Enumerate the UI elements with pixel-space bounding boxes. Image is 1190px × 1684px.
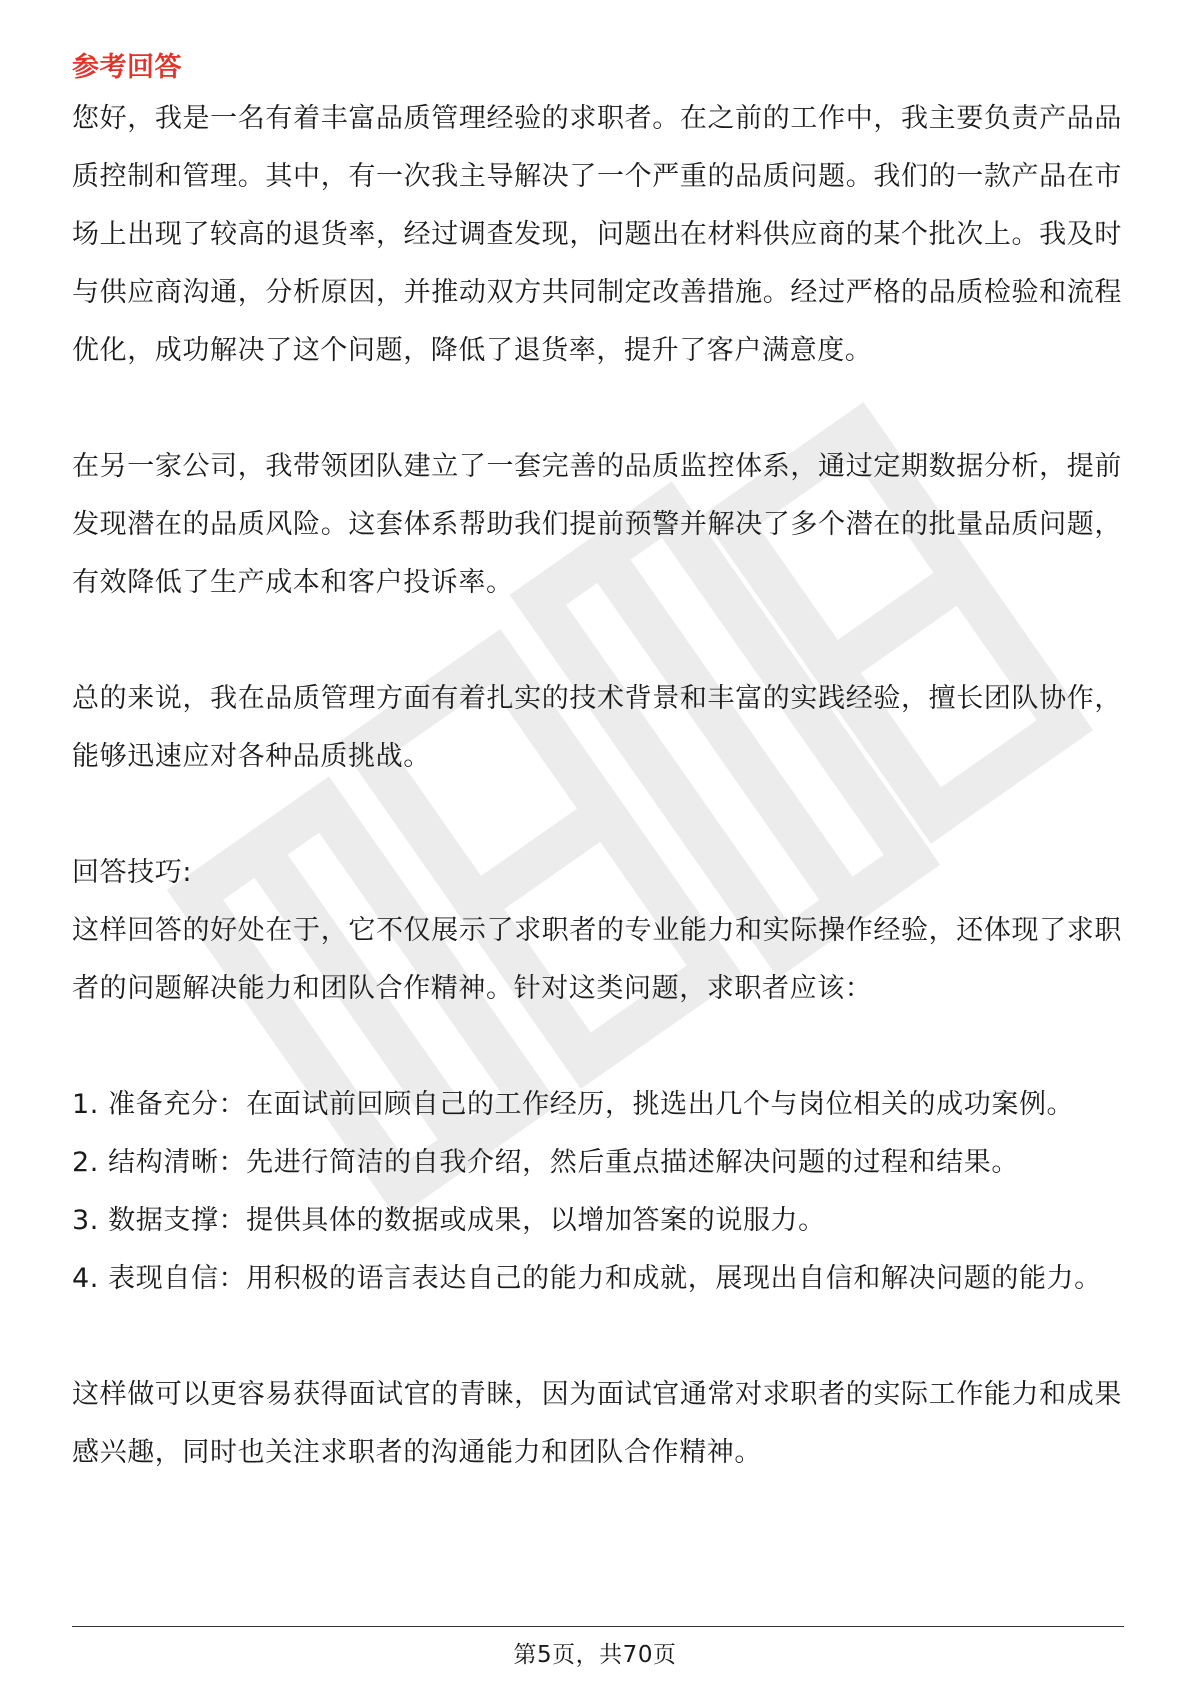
list-item: 2. 结构清晰：先进行简洁的自我介绍，然后重点描述解决问题的过程和结果。: [72, 1147, 1019, 1178]
footer-divider: [72, 1626, 1124, 1627]
paragraph-gap: [72, 380, 1122, 438]
paragraph-gap: [72, 1308, 1122, 1366]
answer-paragraph-3: 总的来说，我在品质管理方面有着扎实的技术背景和丰富的实践经验，擅长团队协作，能够迅速应对各种品质挑战。: [72, 683, 1122, 772]
page-number: 第5页，共70页: [513, 1642, 677, 1668]
answer-paragraph-1: 您好，我是一名有着丰富品质管理经验的求职者。在之前的工作中，我主要负责产品品质控制和管理。其中，有一次我主导解决了一个严重的品质问题。我们的一款产品在市场上出现了较高的退货率，经过调查发现，问题出在材料供应商的某个批次上。我及时与供应商沟通，分析原因，并推动双方共同制定改善措施。经过严格的品质检验和流程优化，成功解决了这个问题，降低了退货率，提升了客户满意度。: [72, 103, 1122, 366]
answer-paragraph-2: 在另一家公司，我带领团队建立了一套完善的品质监控体系，通过定期数据分析，提前发现潜在的品质风险。这套体系帮助我们提前预警并解决了多个潜在的批量品质问题，有效降低了生产成本和客户投诉率。: [72, 451, 1122, 598]
list-item: 1. 准备充分：在面试前回顾自己的工作经历，挑选出几个与岗位相关的成功案例。: [72, 1089, 1075, 1120]
paragraph-gap: [72, 612, 1122, 670]
tips-title: 回答技巧:: [72, 857, 193, 888]
tips-intro: 这样回答的好处在于，它不仅展示了求职者的专业能力和实际操作经验，还体现了求职者的问题解决能力和团队合作精神。针对这类问题，求职者应该：: [72, 915, 1122, 1004]
paragraph-gap: [72, 786, 1122, 844]
list-item: 4. 表现自信：用积极的语言表达自己的能力和成就，展现出自信和解决问题的能力。: [72, 1263, 1102, 1294]
paragraph-gap: [72, 1018, 1122, 1076]
tips-list: [72, 1076, 1122, 1308]
section-heading: 参考回答: [72, 52, 182, 83]
document-page: [72, 48, 1122, 1482]
list-item: 3. 数据支撑：提供具体的数据或成果，以增加答案的说服力。: [72, 1205, 826, 1236]
closing-paragraph: 这样做可以更容易获得面试官的青睐，因为面试官通常对求职者的实际工作能力和成果感兴趣，同时也关注求职者的沟通能力和团队合作精神。: [72, 1379, 1122, 1468]
